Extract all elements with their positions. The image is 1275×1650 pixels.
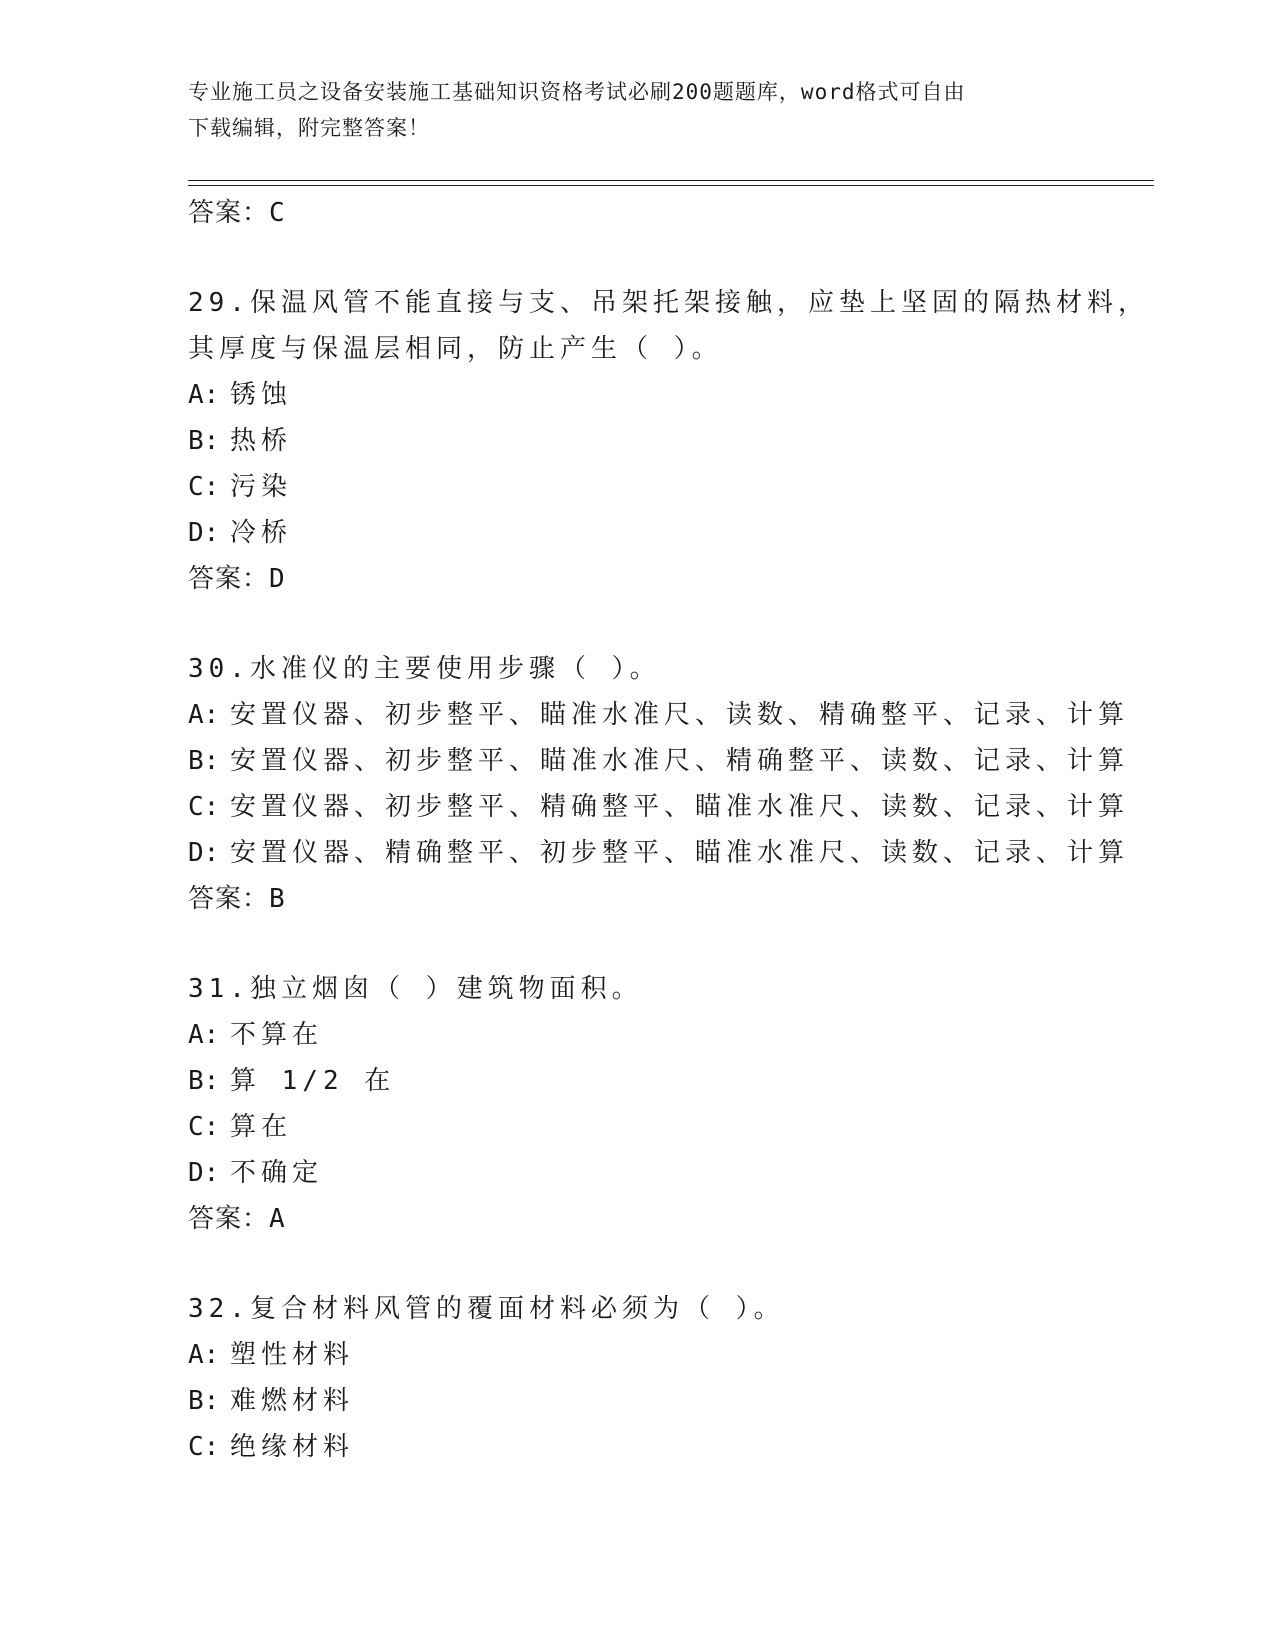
option-text: 安置仪器、初步整平、瞄准水准尺、读数、精确整平、记录、计算 xyxy=(230,700,1130,730)
question-stem: 32.复合材料风管的覆面材料必须为（ ）。 xyxy=(188,1294,785,1324)
option-c xyxy=(188,1104,1088,1150)
option-text: 塑性材料 xyxy=(230,1340,355,1370)
answer-value: C xyxy=(269,198,286,228)
option-letter: B: xyxy=(188,1386,220,1416)
option-letter: A: xyxy=(188,1020,220,1050)
option-c xyxy=(188,464,1088,510)
option-a xyxy=(188,372,1088,418)
question-stem: 29.保温风管不能直接与支、吊架托架接触，应垫上坚固的隔热材料， xyxy=(188,288,1149,318)
answer-line xyxy=(188,876,1088,922)
header-divider-bottom xyxy=(188,185,1154,186)
answer-value: D xyxy=(269,564,286,594)
option-b xyxy=(188,738,1130,784)
option-letter: A: xyxy=(188,1340,220,1370)
option-text: 热桥 xyxy=(230,426,293,456)
answer-label: 答案： xyxy=(188,198,270,228)
option-text: 冷桥 xyxy=(230,518,293,548)
option-c xyxy=(188,1424,1088,1470)
option-text: 锈蚀 xyxy=(230,380,293,410)
option-letter: B: xyxy=(188,426,220,456)
option-b xyxy=(188,1058,1088,1104)
option-d xyxy=(188,510,1088,556)
question-block xyxy=(188,280,1149,602)
question-stem: 30.水准仪的主要使用步骤（ ）。 xyxy=(188,654,661,684)
option-letter: A: xyxy=(188,380,220,410)
option-b xyxy=(188,418,1088,464)
option-letter: D: xyxy=(188,518,220,548)
answer-label: 答案： xyxy=(188,1204,270,1234)
option-text: 算 1/2 在 xyxy=(230,1066,396,1096)
option-letter: B: xyxy=(188,1066,220,1096)
question-stem-continued: 其厚度与保温层相同，防止产生（ ）。 xyxy=(188,334,723,364)
answer-line xyxy=(188,190,1088,236)
option-text: 算在 xyxy=(230,1112,293,1142)
header-line-1: 专业施工员之设备安装施工基础知识资格考试必刷200题题库，word格式可自由 xyxy=(188,80,966,104)
answer-line xyxy=(188,1196,1088,1242)
question-content xyxy=(188,190,1149,1470)
option-text: 绝缘材料 xyxy=(230,1432,355,1462)
header-divider-top xyxy=(188,180,1154,181)
option-letter: C: xyxy=(188,792,220,822)
option-text: 安置仪器、初步整平、精确整平、瞄准水准尺、读数、记录、计算 xyxy=(230,792,1130,822)
answer-line xyxy=(188,556,1088,602)
option-a xyxy=(188,1332,1088,1378)
answer-value: A xyxy=(269,1204,286,1234)
option-a xyxy=(188,692,1130,738)
option-letter: B: xyxy=(188,746,220,776)
option-letter: D: xyxy=(188,838,220,868)
answer-label: 答案： xyxy=(188,884,270,914)
option-text: 难燃材料 xyxy=(230,1386,355,1416)
option-b xyxy=(188,1378,1088,1424)
question-block xyxy=(188,1286,1088,1470)
option-letter: C: xyxy=(188,472,220,502)
option-letter: D: xyxy=(188,1158,220,1188)
option-letter: A: xyxy=(188,700,220,730)
question-block xyxy=(188,646,1130,922)
question-stem: 31.独立烟囱（ ）建筑物面积。 xyxy=(188,974,643,1004)
option-text: 不算在 xyxy=(230,1020,324,1050)
answer-value: B xyxy=(269,884,286,914)
option-text: 安置仪器、初步整平、瞄准水准尺、精确整平、读数、记录、计算 xyxy=(230,746,1130,776)
option-a xyxy=(188,1012,1088,1058)
option-text: 安置仪器、精确整平、初步整平、瞄准水准尺、读数、记录、计算 xyxy=(230,838,1130,868)
option-text: 污染 xyxy=(230,472,293,502)
header-line-2: 下载编辑，附完整答案！ xyxy=(188,116,430,140)
option-text: 不确定 xyxy=(230,1158,324,1188)
question-block xyxy=(188,966,1088,1242)
option-letter: C: xyxy=(188,1432,220,1462)
document-header xyxy=(188,74,1068,146)
answer-label: 答案： xyxy=(188,564,270,594)
option-letter: C: xyxy=(188,1112,220,1142)
option-d xyxy=(188,830,1130,876)
option-d xyxy=(188,1150,1088,1196)
option-c xyxy=(188,784,1130,830)
